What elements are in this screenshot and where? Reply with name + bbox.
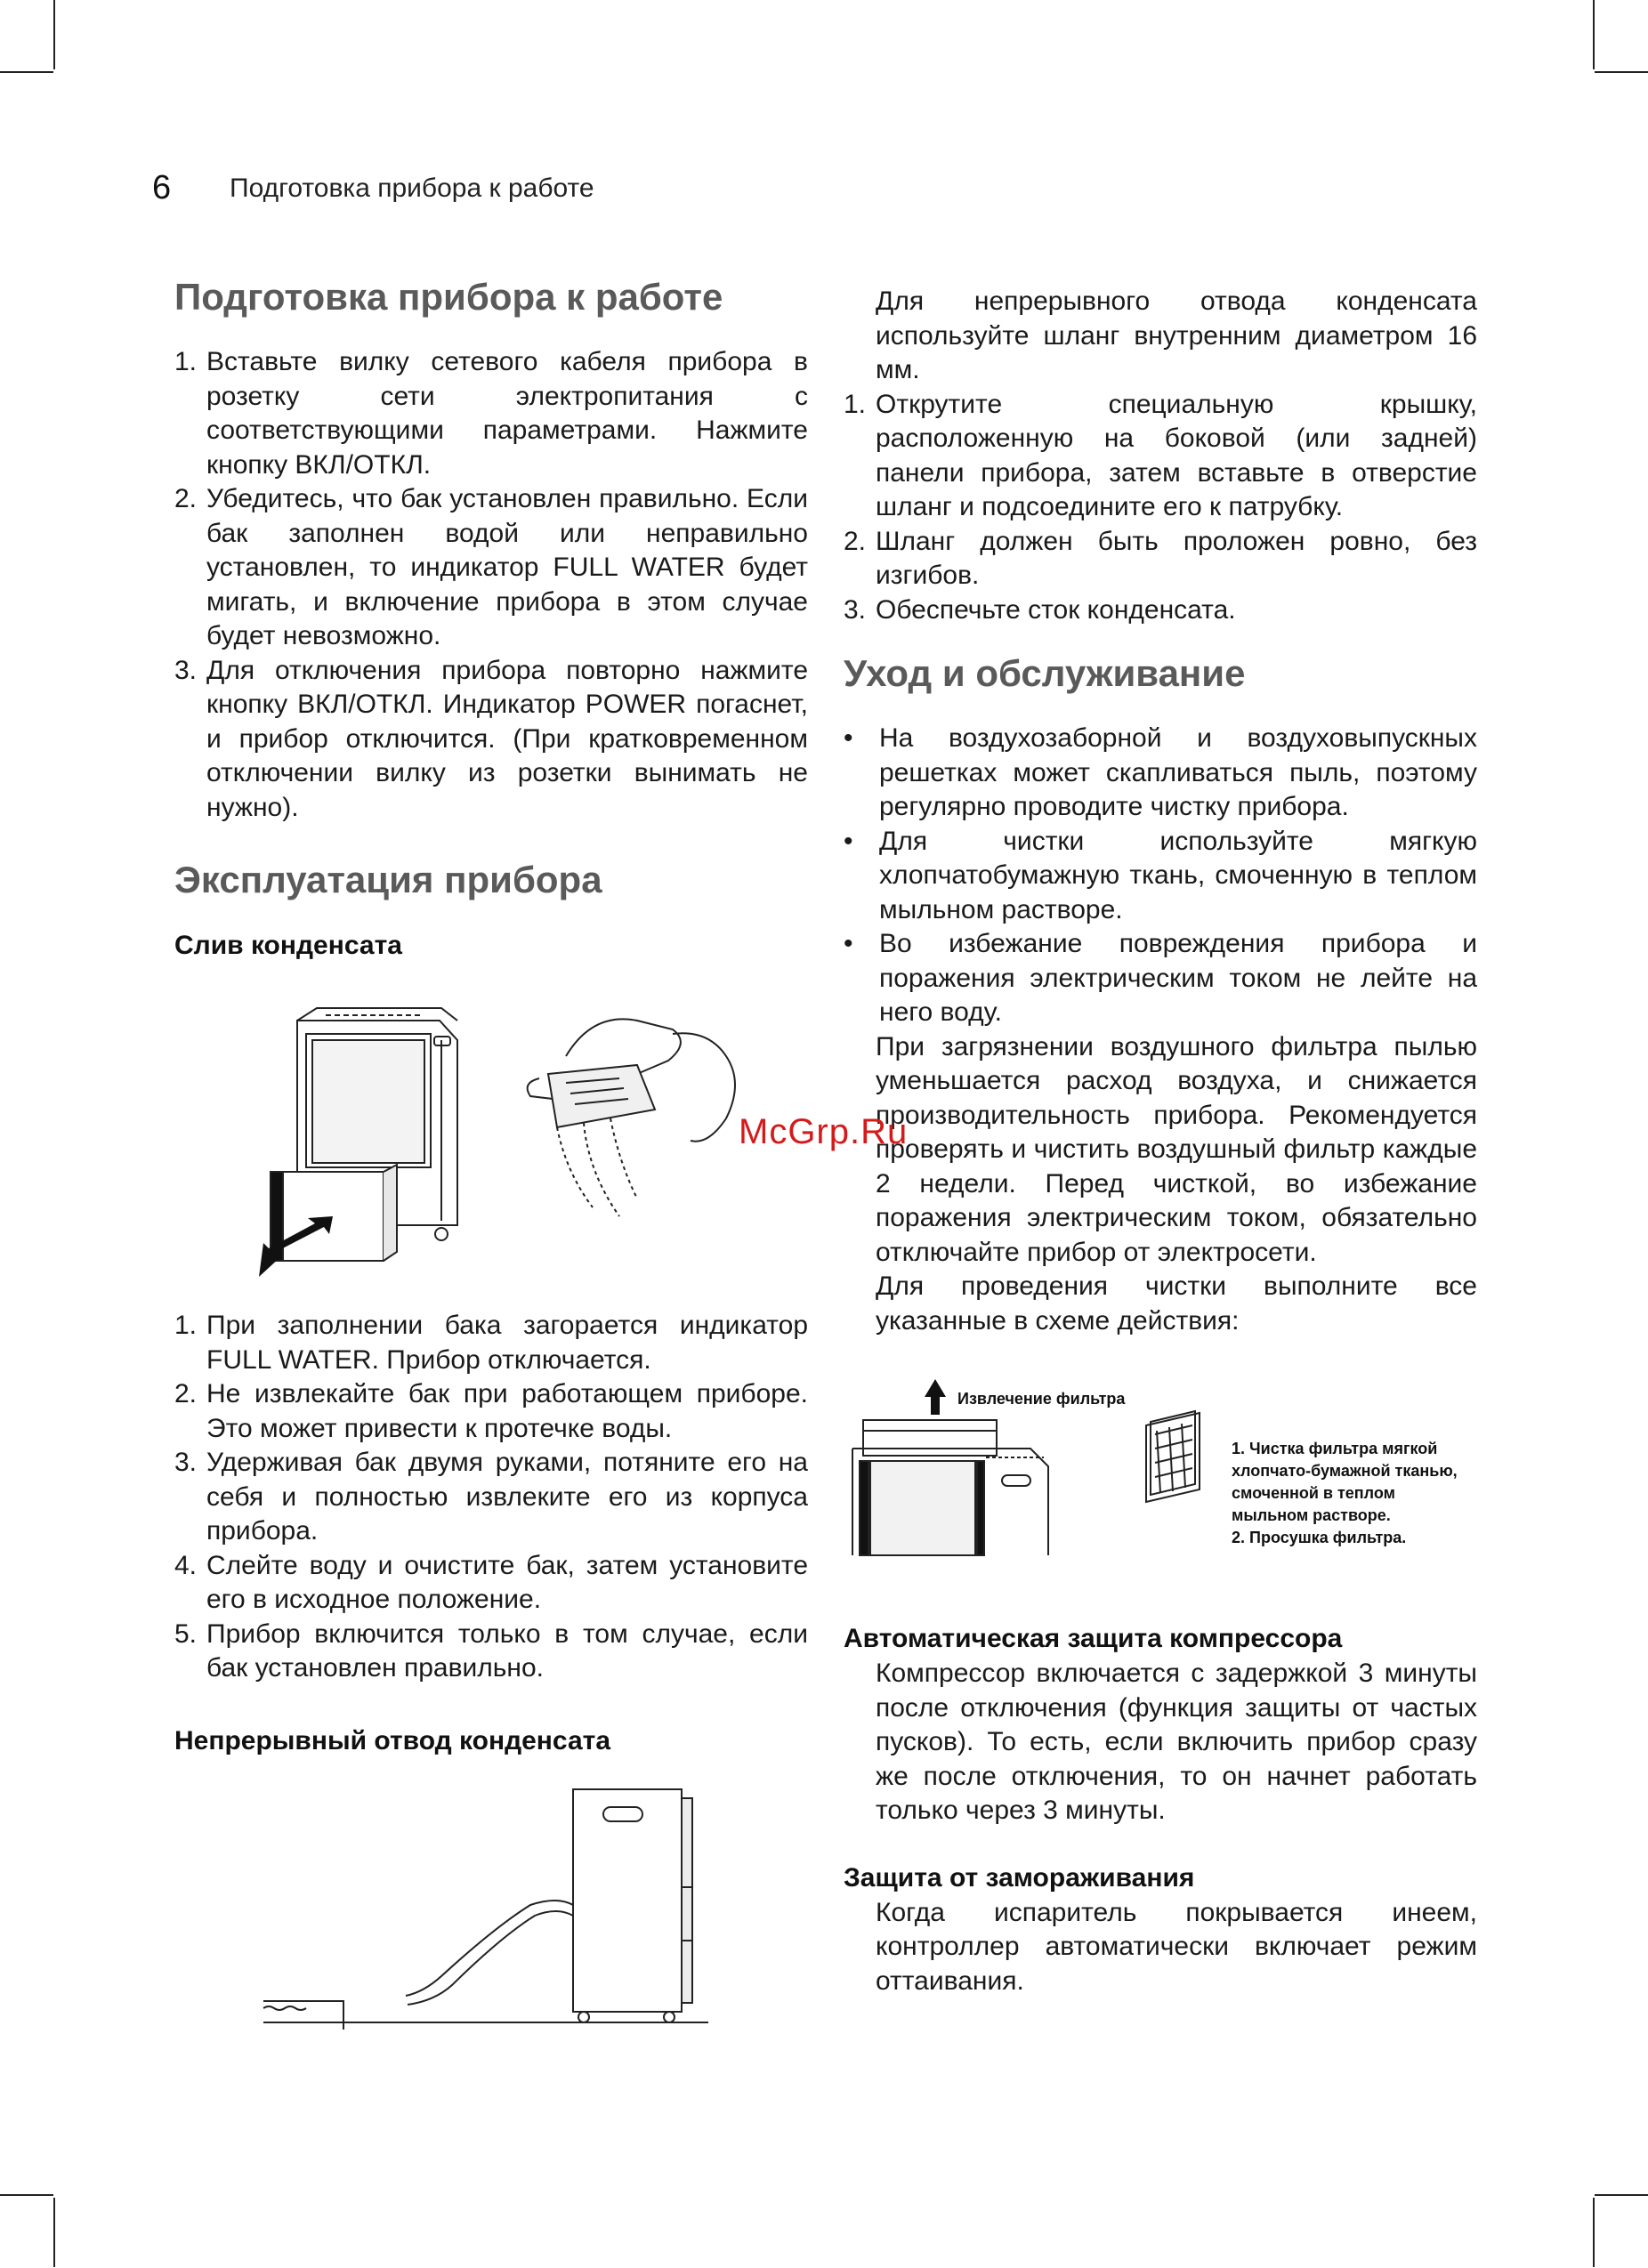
list-item: • Для чистки используйте мягкую хлопчатобумажную ткань, смоченную в теплом мыльном растворе. [844, 826, 1477, 924]
crop-mark [53, 2198, 55, 2267]
drain-figure [174, 994, 808, 1287]
list-item: 3. Для отключения прибора повторно нажмите кнопку ВКЛ/ОТКЛ. Индикатор POWER погаснет, и прибор отключится. (При кратковременном отключении вилку из розетки вынимать не нужно). [174, 655, 808, 822]
subheading-freeze: Защита от замораживания [844, 1862, 1195, 1893]
section-title-operation: Эксплуатация прибора [174, 859, 602, 900]
crop-mark [1595, 71, 1648, 73]
subheading-drain: Слив конденсата [174, 931, 402, 960]
subheading-continuous-drain: Непрерывный отвод конденсата [174, 1725, 611, 1755]
subheading-compressor: Автоматическая защита компрессора [844, 1624, 1343, 1653]
running-title: Подготовка прибора к работе [230, 174, 594, 203]
list-item: 2. Убедитесь, что бак установлен правильно. Если бак заполнен водой или неправильно установлен, то индикатор FULL WATER будет мигать, и включение прибора в этом случае будет невозможно. [174, 484, 808, 650]
figure-label-clean: 1. Чистка фильтра мягкой хлопчато-бумажной тканью, смоченной в теплом мыльном растворе. 2. Просушка фильтра. [1232, 1440, 1458, 1546]
crop-mark [1593, 0, 1595, 69]
continuous-intro: Для непрерывного отвода конденсата используйте шланг внутренним диаметром 16 мм. [876, 287, 1477, 384]
crop-mark [53, 0, 55, 69]
watermark: McGrp.Ru [739, 1112, 909, 1151]
compressor-text: Компрессор включается с задержкой 3 минуты после отключения (функция защиты от частых пусков). То есть, если включить прибор сразу же после отключения, то он начнет работать только через 3 минуты. [876, 1659, 1477, 1825]
section-title-preparation: Подготовка прибора к работе [174, 276, 723, 318]
list-item: 5. Прибор включится только в том случае, если бак установлен правильно. [174, 1618, 808, 1683]
continuous-steps [844, 388, 1477, 628]
figure-label-remove: Извлечение фильтра [957, 1390, 1126, 1408]
list-item: 3. Обеспечьте сток конденсата. [844, 594, 1236, 625]
drain-steps [174, 1309, 808, 1686]
list-item: • Во избежание повреждения прибора и поражения электрическим током не лейте на него воду. [844, 929, 1477, 1027]
preparation-steps [174, 345, 808, 825]
left-column [174, 272, 808, 2030]
list-item: 2. Не извлекайте бак при работающем приборе. Это может привести к протечке воды. [174, 1379, 808, 1443]
filter-figure [844, 1368, 1477, 1582]
crop-mark [0, 71, 53, 73]
freeze-text: Когда испаритель покрывается инеем, контроллер автоматически включает режим оттаивания. [876, 1897, 1477, 1996]
care-bullets [844, 722, 1477, 1030]
list-item: 1. При заполнении бака загорается индикатор FULL WATER. Прибор отключается. [174, 1311, 808, 1375]
page-number: 6 [152, 169, 172, 206]
list-item: 1. Открутите специальную крышку, расположенную на боковой (или задней) панели прибора, затем вставьте в отверстие шланг и подсоедините его к патрубку. [844, 389, 1477, 521]
dehumidifier-tank-illustration [174, 994, 808, 1287]
list-item: 1. Вставьте вилку сетевого кабеля прибора в розетку сети электропитания с соответствующими параметрами. Нажмите кнопку ВКЛ/ОТКЛ. [174, 347, 808, 480]
list-item: • На воздухозаборной и воздуховыпускных решетках может скапливаться пыль, поэтому регулярно проводите чистку прибора. [844, 723, 1477, 821]
continuous-drain-illustration [174, 1772, 808, 2030]
list-item: 4. Слейте воду и очистите бак, затем установите его в исходное положение. [174, 1550, 808, 1614]
crop-mark [1593, 2198, 1595, 2267]
crop-mark [0, 2194, 53, 2196]
list-item: 3. Удерживая бак двумя руками, потяните его на себя и полностью извлеките его из корпуса прибора. [174, 1448, 808, 1546]
section-title-care: Уход и обслуживание [844, 652, 1246, 694]
crop-mark [1595, 2194, 1648, 2196]
list-item: 2. Шланг должен быть проложен ровно, без изгибов. [844, 526, 1477, 590]
right-column [844, 285, 1477, 1998]
steps-intro: Для проведения чистки выполните все указанные в схеме действия: [876, 1271, 1477, 1336]
hose-figure [174, 1772, 808, 2030]
filter-paragraph: При загрязнении воздушного фильтра пылью уменьшается расход воздуха, и снижается производительность прибора. Рекомендуется проверять и чистить воздушный фильтр каждые 2 недели. Перед чисткой, во избежание поражения электрическим током, обязательно отключайте прибор от электросети. [876, 1031, 1477, 1267]
